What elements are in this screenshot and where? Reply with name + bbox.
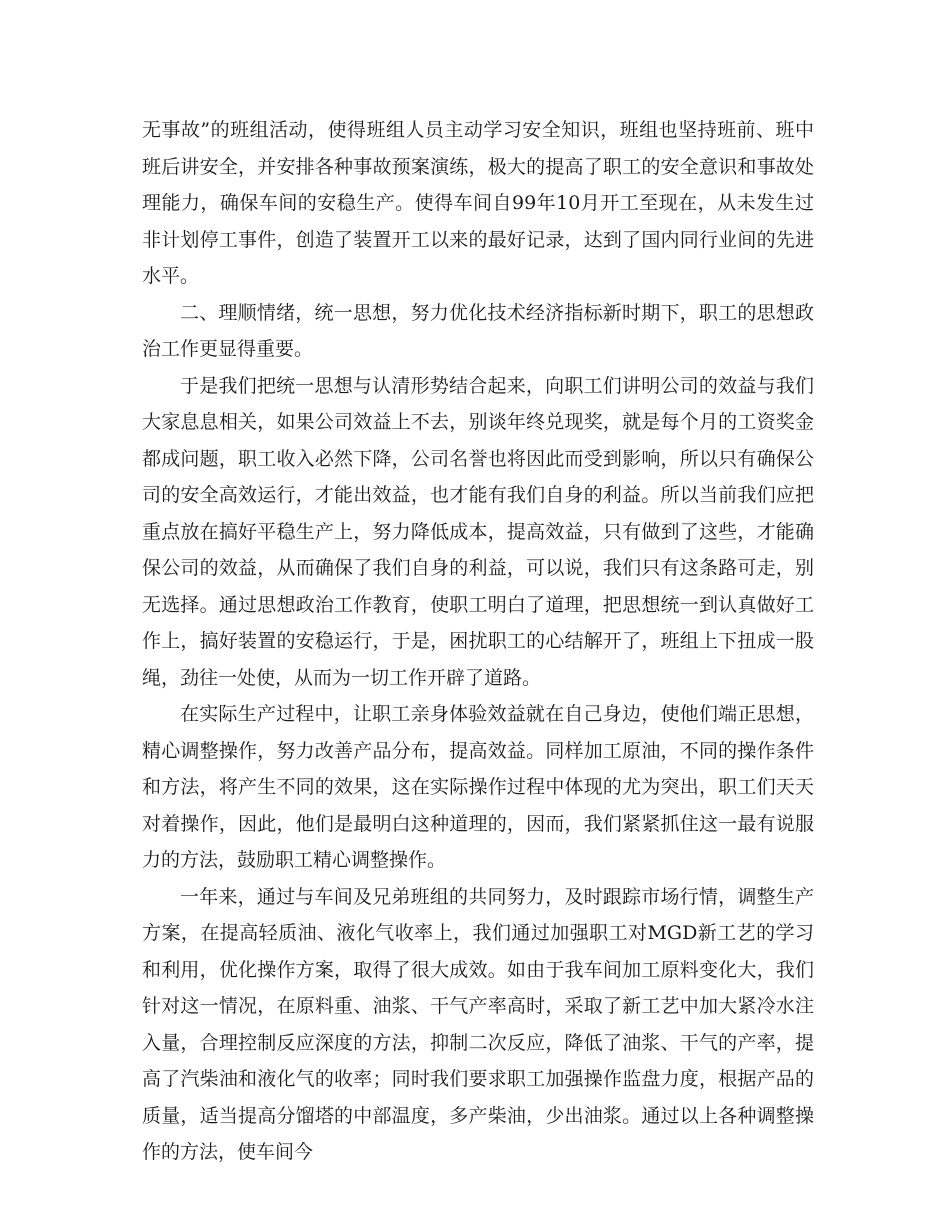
paragraph-1: 无事故”的班组活动，使得班组人员主动学习安全知识，班组也坚持班前、班中班后讲安全，并安排各种事故预案演练，极大的提高了职工的安全意识和事故处理能力，确保车间的安稳生产。使得车间自99年10月开工至现在，从未发生过非计划停工事件，创造了装置开工以来的最好记录，达到了国内同行业间的先进水平。 [142, 119, 814, 287]
paragraph-5: 一年来，通过与车间及兄弟班组的共同努力，及时跟踪市场行情，调整生产方案，在提高轻质油、液化气收率上，我们通过加强职工对MGD新工艺的学习和利用，优化操作方案，取得了很大成效。如由于我车间加工原料变化大，我们针对这一情况，在原料重、油浆、干气产率高时，采取了新工艺中加大紧冷水注入量，合理控制反应深度的方法，抑制二次反应，降低了油浆、干气的产率，提高了汽柴油和液化气的收率；同时我们要求职工加强操作监盘力度，根据产品的质量，适当提高分馏塔的中部温度，多产柴油，少出油浆。通过以上各种调整操作的方法，使车间今 [142, 885, 814, 1163]
document-body [142, 112, 814, 1171]
paragraph-4: 在实际生产过程中，让职工亲身体验效益就在自己身边，使他们端正思想，精心调整操作，努力改善产品分布，提高效益。同样加工原油，不同的操作条件和方法，将产生不同的效果，这在实际操作过程中体现的尤为突出，职工们天天对着操作，因此，他们是最明白这种道理的，因而，我们紧紧抓住这一最有说服力的方法，鼓励职工精心调整操作。 [142, 703, 814, 871]
paragraph-2: 二、理顺情绪，统一思想，努力优化技术经济指标新时期下，职工的思想政治工作更显得重要。 [142, 301, 814, 360]
paragraph-3: 于是我们把统一思想与认清形势结合起来，向职工们讲明公司的效益与我们大家息息相关，如果公司效益上不去，别谈年终兑现奖，就是每个月的工资奖金都成问题，职工收入必然下降，公司名誉也将因此而受到影响，所以只有确保公司的安全高效运行，才能出效益，也才能有我们自身的利益。所以当前我们应把重点放在搞好平稳生产上，努力降低成本，提高效益，只有做到了这些，才能确保公司的效益，从而确保了我们自身的利益，可以说，我们只有这条路可走，别无选择。通过思想政治工作教育，使职工明白了道理，把思想统一到认真做好工作上，搞好装置的安稳运行，于是，困扰职工的心结解开了，班组上下扭成一股绳，劲往一处使，从而为一切工作开辟了道路。 [142, 374, 814, 689]
